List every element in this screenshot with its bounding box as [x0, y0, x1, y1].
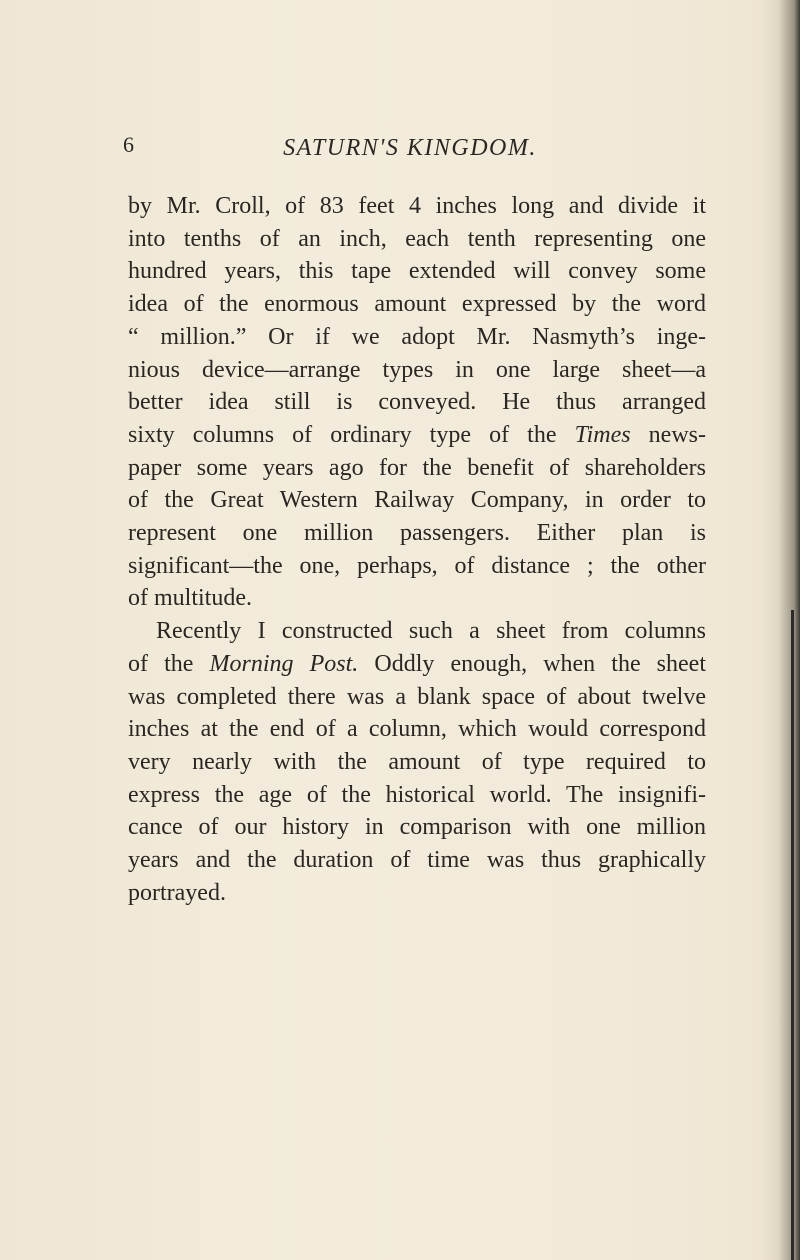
text-line: cance of our history in comparison with one million — [128, 814, 706, 841]
text-line: paper some years ago for the benefit of shareholders — [128, 454, 706, 481]
text-line: of the Great Western Railway Company, in order to — [128, 487, 706, 514]
italic-title: Times — [574, 421, 631, 448]
text-line: idea of the enormous amount expressed by the word — [128, 291, 706, 318]
text-line: very nearly with the amount of type required to — [128, 748, 706, 775]
paragraph-1 — [128, 190, 706, 615]
page-edge-shadow — [760, 0, 800, 1260]
text-line: portrayed. — [128, 879, 226, 906]
text-line — [128, 419, 706, 452]
text-line: represent one million passengers. Either plan is — [128, 520, 706, 547]
text-line: express the age of the historical world. The insignifi- — [128, 781, 706, 808]
text-line: of multitude. — [128, 585, 252, 612]
text-segment: sixty columns of ordinary type of the — [128, 421, 557, 448]
body-text — [128, 190, 706, 909]
text-line: by Mr. Croll, of 83 feet 4 inches long and divide it — [128, 193, 706, 219]
italic-title: Morning Post. — [209, 650, 359, 677]
text-segment: of the — [128, 650, 194, 677]
running-head: SATURN'S KINGDOM. — [283, 135, 537, 161]
text-line: years and the duration of time was thus graphically — [128, 847, 706, 874]
text-line — [128, 648, 706, 681]
page-edge-line — [791, 610, 794, 1260]
page-number: 6 — [123, 132, 134, 157]
text-line: better idea still is conveyed. He thus arranged — [128, 389, 706, 416]
text-line: hundred years, this tape extended will convey some — [128, 258, 706, 285]
text-line: into tenths of an inch, each tenth representing one — [128, 225, 706, 252]
paragraph-2 — [128, 615, 706, 909]
text-line: nious device—arrange types in one large sheet—a — [128, 356, 706, 383]
text-line: inches at the end of a column, which would correspond — [128, 716, 706, 743]
text-segment: Oddly enough, when the sheet — [358, 650, 706, 677]
text-line: was completed there was a blank space of about twelve — [128, 683, 706, 710]
text-line: Recently I constructed such a sheet from columns — [156, 618, 706, 645]
text-line: “ million.” Or if we adopt Mr. Nasmyth’s inge- — [128, 323, 706, 350]
text-segment: news- — [630, 421, 706, 448]
text-line: significant—the one, perhaps, of distance ; the other — [128, 552, 706, 579]
